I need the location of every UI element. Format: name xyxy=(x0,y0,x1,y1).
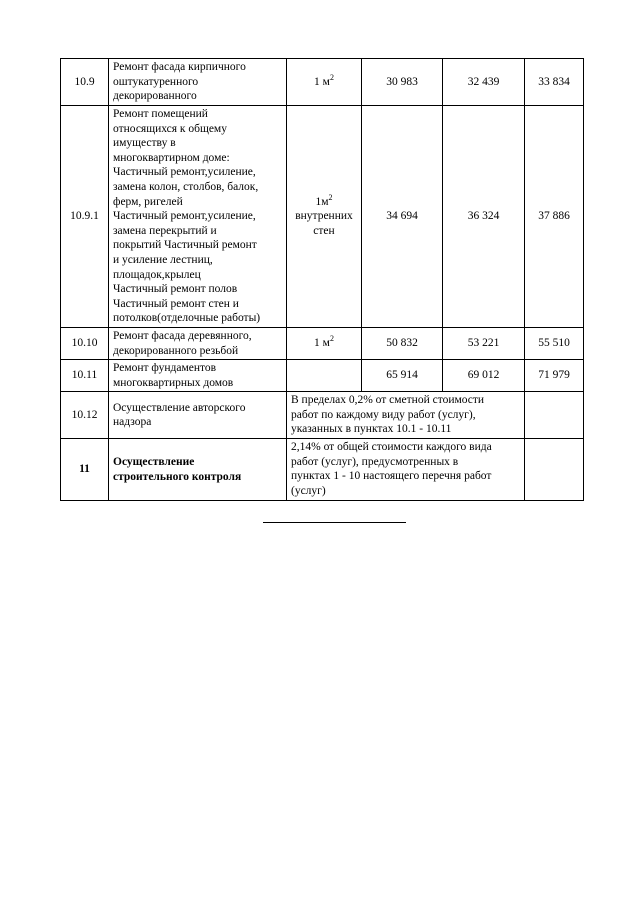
work-name-line: Частичный ремонт стен и xyxy=(113,297,239,310)
unit-text: 1м xyxy=(315,195,329,208)
work-name-line: относящихся к общему xyxy=(113,122,227,135)
work-name-line: Частичный ремонт,усиление, xyxy=(113,210,256,223)
work-name-line: имуществу в xyxy=(113,137,176,150)
work-name-line: замена перекрытий и xyxy=(113,224,217,237)
unit-cell xyxy=(287,360,362,392)
row-number: 10.12 xyxy=(61,392,109,439)
unit-text: 1 м xyxy=(314,337,330,350)
note-line: работ (услуг), предусмотренных в xyxy=(291,455,459,468)
price-2026: 55 510 xyxy=(525,327,584,359)
note-line: указанных в пунктах 10.1 - 10.11 xyxy=(291,423,452,436)
price-2025: 69 012 xyxy=(443,360,525,392)
price-2025: 53 221 xyxy=(443,327,525,359)
merged-note xyxy=(287,439,525,501)
unit-superscript: 2 xyxy=(329,72,334,82)
work-name-line: потолков(отделочные работы) xyxy=(113,312,261,325)
table-row xyxy=(61,106,584,328)
unit-superscript: 2 xyxy=(329,334,334,344)
work-name-line: многоквартирных домов xyxy=(113,376,234,389)
work-name-line: ферм, ригелей xyxy=(113,195,183,208)
work-name xyxy=(109,392,287,439)
price-2026: 71 979 xyxy=(525,360,584,392)
price-2025: 32 439 xyxy=(443,59,525,106)
work-name-line: Ремонт фасада деревянного, xyxy=(113,329,252,342)
price-2024: 50 832 xyxy=(362,327,443,359)
note-line: пунктах 1 - 10 настоящего перечня работ xyxy=(291,470,492,483)
unit-text: 1 м xyxy=(314,75,330,88)
row-number: 10.11 xyxy=(61,360,109,392)
price-2024: 65 914 xyxy=(362,360,443,392)
work-name-line: строительного контроля xyxy=(113,470,242,483)
unit-cell xyxy=(287,59,362,106)
work-name-line: Ремонт фундаментов xyxy=(113,362,217,375)
work-name-line: Ремонт фасада кирпичного xyxy=(113,61,246,74)
work-name xyxy=(109,59,287,106)
work-name-line: Частичный ремонт,усиление, xyxy=(113,166,256,179)
unit-text-line2: внутренних xyxy=(295,210,353,223)
table-row xyxy=(61,59,584,106)
unit-cell xyxy=(287,106,362,328)
work-name-line: декорированного резьбой xyxy=(113,344,239,357)
empty-cell xyxy=(525,439,584,501)
note-line: работ по каждому виду работ (услуг), xyxy=(291,408,476,421)
note-line: (услуг) xyxy=(291,484,326,497)
note-line: 2,14% от общей стоимости каждого вида xyxy=(291,441,492,454)
price-2026: 37 886 xyxy=(525,106,584,328)
table-row xyxy=(61,439,584,501)
work-name-line: замена колон, столбов, балок, xyxy=(113,180,259,193)
work-name-line: многоквартирном доме: xyxy=(113,151,230,164)
row-number: 11 xyxy=(61,439,109,501)
row-number: 10.9.1 xyxy=(61,106,109,328)
row-number: 10.10 xyxy=(61,327,109,359)
work-name-line: оштукатуренного xyxy=(113,75,199,88)
row-number: 10.9 xyxy=(61,59,109,106)
empty-cell xyxy=(525,392,584,439)
unit-superscript: 2 xyxy=(328,192,333,202)
work-name-line: декорированного xyxy=(113,90,197,103)
work-name xyxy=(109,327,287,359)
separator-line xyxy=(263,522,406,523)
work-name-line: покрытий Частичный ремонт xyxy=(113,239,257,252)
unit-cell xyxy=(287,327,362,359)
work-name-line: Частичный ремонт полов xyxy=(113,283,238,296)
work-name xyxy=(109,439,287,501)
table-row xyxy=(61,360,584,392)
works-price-table xyxy=(60,58,584,501)
work-name-line: Ремонт помещений xyxy=(113,108,208,120)
unit-text-line3: стен xyxy=(313,224,335,237)
work-name-line: Осуществление авторского xyxy=(113,401,246,414)
merged-note xyxy=(287,392,525,439)
table-row xyxy=(61,392,584,439)
price-2025: 36 324 xyxy=(443,106,525,328)
work-name-line: площадок,крылец xyxy=(113,268,201,281)
table-row xyxy=(61,327,584,359)
work-name xyxy=(109,106,287,328)
work-name xyxy=(109,360,287,392)
work-name-line: надзора xyxy=(113,416,152,429)
note-line: В пределах 0,2% от сметной стоимости xyxy=(291,394,485,407)
price-2024: 30 983 xyxy=(362,59,443,106)
work-name-line: и усиление лестниц, xyxy=(113,253,213,266)
price-2026: 33 834 xyxy=(525,59,584,106)
price-2024: 34 694 xyxy=(362,106,443,328)
work-name-line: Осуществление xyxy=(113,455,195,468)
